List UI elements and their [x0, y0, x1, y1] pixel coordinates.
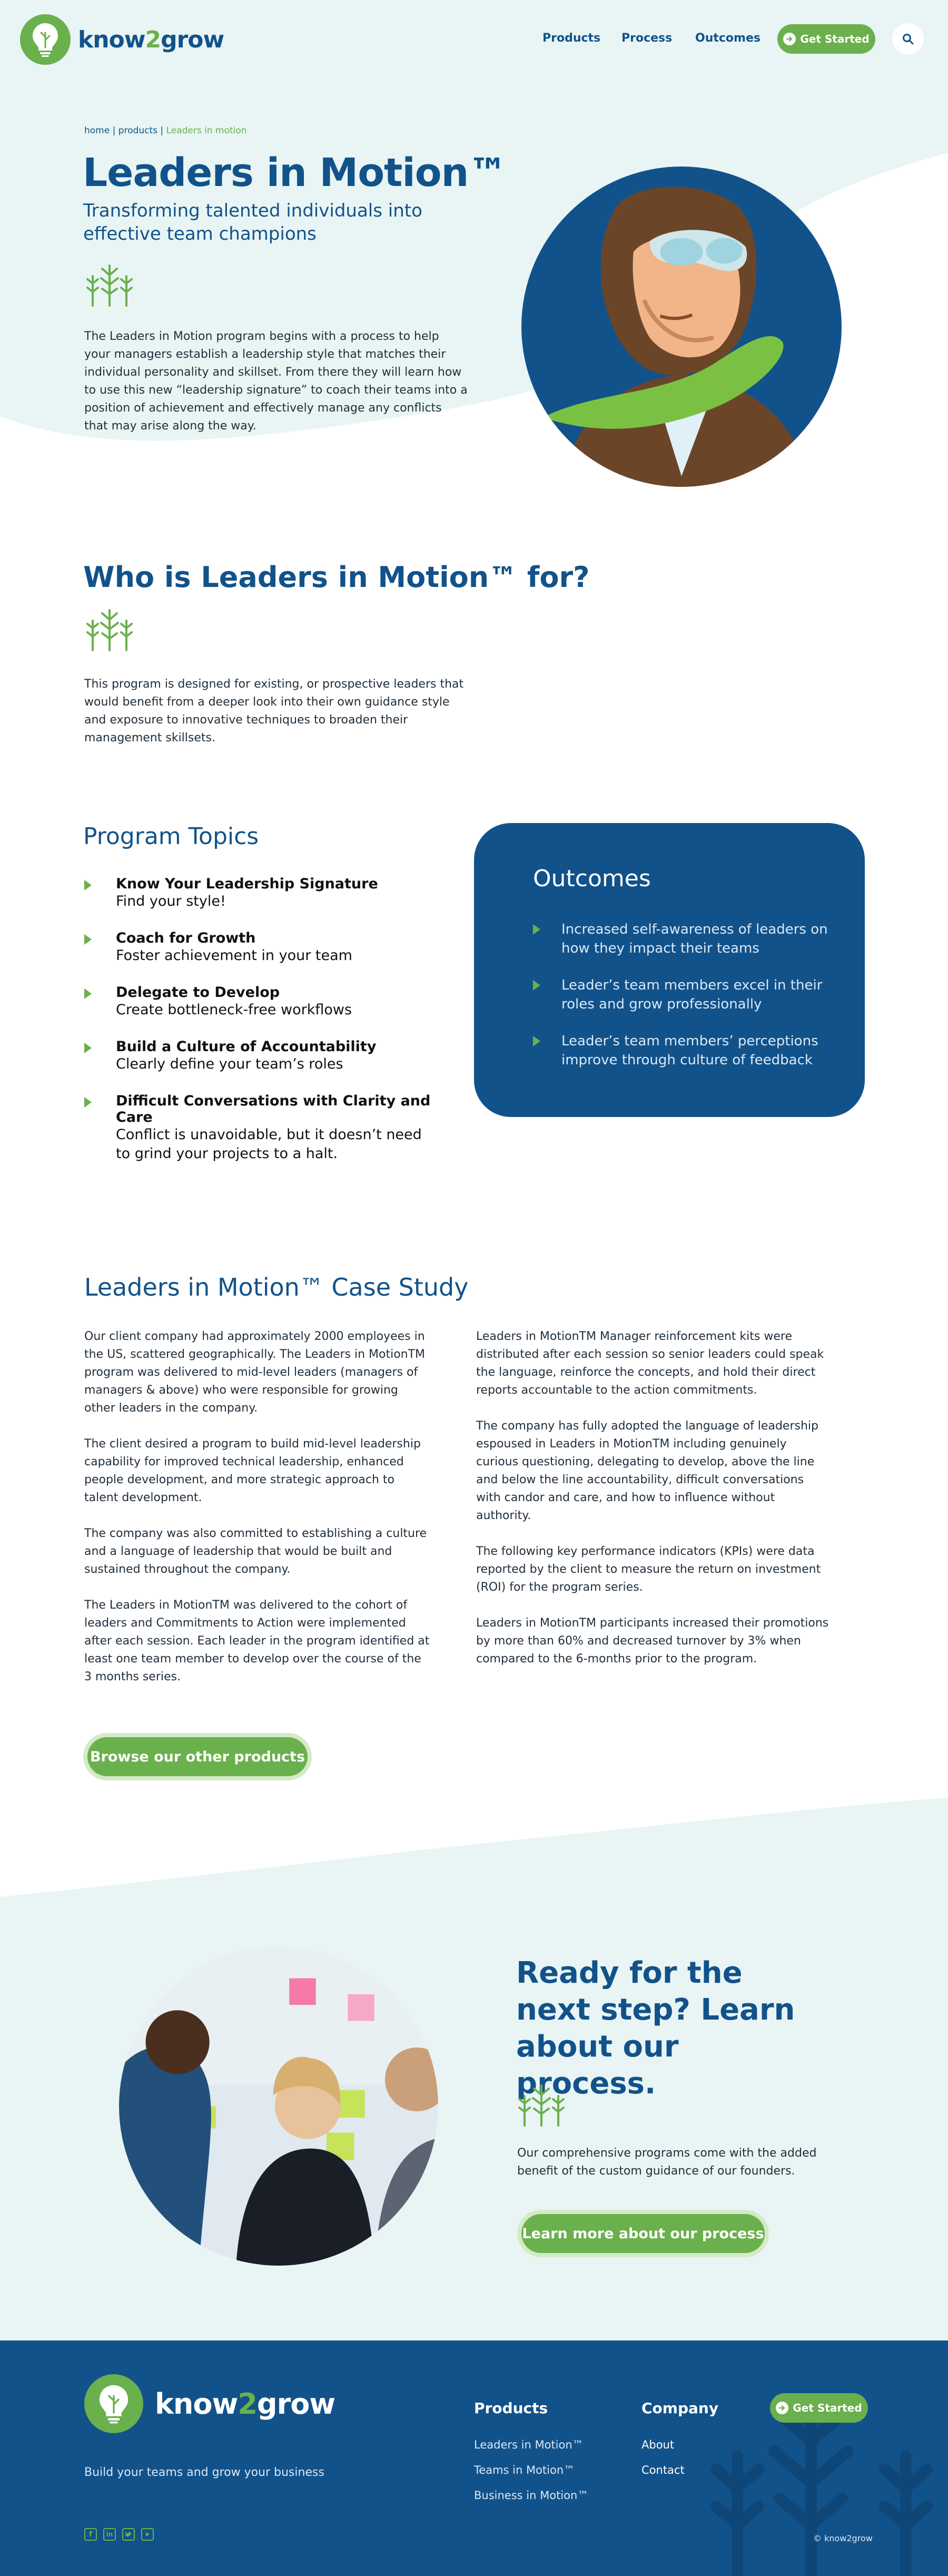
case-paragraph: Leaders in MotionTM Manager reinforcement kits were distributed after each session so senior leaders could speak the language, reinforce the concepts, and hold their direct reports accountable to the action commitments. [476, 1330, 824, 1397]
arrow-right-circle-icon [776, 2402, 788, 2414]
outcome-text: Leader’s team members excel in their roles and grow professionally [561, 977, 823, 1012]
lightbulb-logo-icon [84, 2374, 143, 2433]
who-section-title: Who is Leaders in Motion™ for? [83, 561, 590, 594]
social-links [84, 2528, 154, 2541]
get-started-button[interactable] [777, 24, 875, 54]
footer-company-heading: Company [641, 2399, 719, 2417]
breadcrumb-current: Leaders in motion [166, 125, 247, 136]
footer-products-heading: Products [474, 2399, 548, 2417]
footer-link-business[interactable]: Business in Motion™ [474, 2489, 589, 2502]
cta-title: Ready for the next step? Learn about our process. [516, 1956, 795, 2101]
case-paragraph: The company was also committed to establishing a culture and a language of leadership that would be built and sustained throughout the company. [84, 1527, 427, 1576]
topic-subtext: Find your style! [116, 893, 226, 909]
sprout-icon [516, 2082, 567, 2127]
footer-link-leaders[interactable]: Leaders in Motion™ [474, 2438, 584, 2451]
case-paragraph: The following key performance indicators (KPIs) were data reported by the client to measure the return on investment (ROI) for the program series. [476, 1545, 821, 1594]
brand-wordmark: know2grow [78, 26, 224, 53]
get-started-label: Get Started [800, 33, 870, 45]
arrow-right-circle-icon [783, 33, 796, 45]
case-paragraph: Leaders in MotionTM participants increased their promotions by more than 60% and decreased turnover by 3% when compared to the 6-months prior to the program. [476, 1617, 829, 1666]
play-triangle-icon [533, 924, 540, 935]
outcome-text: Increased self-awareness of leaders on how they impact their teams [561, 922, 828, 956]
list-item [84, 1093, 453, 1163]
aviator-portrait-illustration [521, 166, 842, 487]
hero-description: The Leaders in Motion program begins with a process to help your managers establish a leadership style that matches their individual personality and skillset. From there they will learn how to use this new “leadership signature” to coach their teams into a position of achievement and effectively manage any conflicts that may arise along the way. [84, 330, 468, 433]
list-item [533, 976, 828, 1014]
play-triangle-icon [84, 934, 92, 945]
list-item [84, 1039, 453, 1074]
cta-description: Our comprehensive programs come with the added benefit of the custom guidance of our founders. [517, 2147, 817, 2178]
list-item [533, 1032, 828, 1070]
search-icon [902, 33, 914, 45]
list-item [533, 920, 828, 958]
footer-wordmark: know2grow [155, 2387, 335, 2421]
youtube-icon[interactable] [141, 2528, 154, 2541]
case-study-left-column [84, 1328, 432, 1686]
list-item [84, 984, 453, 1020]
outcomes-title: Outcomes [533, 865, 651, 892]
footer-link-teams[interactable]: Teams in Motion™ [474, 2464, 575, 2476]
case-paragraph: The company has fully adopted the language of leadership espoused in Leaders in MotionTM including genuinely curious questioning, delegating to develop, above the line and below the line accountability, difficult conversations with candor and care, and how to influence without authority. [476, 1419, 818, 1522]
program-topics-list [84, 876, 453, 1163]
breadcrumb-home[interactable]: home [84, 125, 110, 136]
learn-process-button[interactable]: Learn more about our process [521, 2214, 765, 2253]
breadcrumb [84, 125, 247, 136]
footer-brand-logo[interactable] [84, 2374, 335, 2433]
nav-outcomes[interactable]: Outcomes [695, 32, 761, 45]
breadcrumb-separator: | [160, 125, 164, 136]
nav-products[interactable]: Products [542, 32, 601, 45]
topic-heading: Coach for Growth [116, 930, 256, 946]
case-paragraph: Our client company had approximately 2000 employees in the US, scattered geographically. The Leaders in MotionTM program was delivered to mid-level leaders (managers of managers & above) who were responsible for growing other leaders in the company. [84, 1330, 426, 1415]
topic-subtext: Create bottleneck-free workflows [116, 1002, 352, 1018]
nav-process[interactable]: Process [621, 32, 673, 45]
who-description: This program is designed for existing, or prospective leaders that would benefit from a deeper look into their own guidance style and exposure to innovative techniques to broaden their management skillsets. [84, 678, 464, 745]
case-study-right-column [476, 1328, 829, 1668]
list-item [84, 876, 453, 911]
topic-subtext: Clearly define your team’s roles [116, 1056, 343, 1072]
outcomes-card [474, 823, 865, 1117]
play-triangle-icon [84, 1043, 92, 1053]
program-topics-title: Program Topics [83, 823, 259, 850]
copyright-text: © know2grow [813, 2533, 873, 2543]
footer-tagline: Build your teams and grow your business [84, 2466, 324, 2479]
footer-link-about[interactable]: About [641, 2438, 675, 2451]
page-title: Leaders in Motion™ [83, 150, 507, 195]
topic-heading: Delegate to Develop [116, 984, 280, 1001]
outcomes-list [533, 920, 828, 1070]
case-paragraph: The client desired a program to build mid-level leadership capability for improved technical leadership, enhanced people development, and more strategic approach to talent development. [84, 1437, 421, 1504]
topic-subtext: Foster achievement in your team [116, 947, 352, 964]
breadcrumb-products[interactable]: products [118, 125, 157, 136]
topic-heading: Know Your Leadership Signature [116, 876, 378, 892]
footer-link-contact[interactable]: Contact [641, 2464, 685, 2476]
breadcrumb-separator: | [112, 125, 116, 136]
site-footer [0, 2340, 948, 2576]
footer-get-started-label: Get Started [793, 2402, 862, 2414]
footer-get-started-button[interactable] [770, 2393, 868, 2423]
linkedin-icon[interactable]: in [103, 2528, 116, 2541]
play-triangle-icon [533, 980, 540, 991]
case-study-title: Leaders in Motion™ Case Study [84, 1273, 469, 1301]
topic-heading: Build a Culture of Accountability [116, 1039, 377, 1055]
topic-heading: Difficult Conversations with Clarity and Care [116, 1093, 431, 1125]
search-button[interactable] [892, 23, 924, 55]
team-collaboration-photo [119, 1946, 438, 2266]
play-triangle-icon [84, 988, 92, 999]
facebook-icon[interactable]: f [84, 2528, 97, 2541]
outcome-text: Leader’s team members’ perceptions improve through culture of feedback [561, 1033, 818, 1068]
play-triangle-icon [533, 1036, 540, 1046]
list-item [84, 930, 453, 965]
case-paragraph: The Leaders in MotionTM was delivered to the cohort of leaders and Commitments to Action were implemented after each session. Each leader in the program identified at least one team member to develop over the course of the 3 months series. [84, 1599, 430, 1683]
browse-products-button[interactable]: Browse our other products [87, 1737, 308, 1776]
brand-logo[interactable] [20, 14, 224, 65]
sprout-icon [84, 607, 135, 651]
sprout-icon [84, 262, 135, 307]
topic-subtext: Conflict is unavoidable, but it doesn’t need to grind your projects to a halt. [116, 1127, 422, 1162]
play-triangle-icon [84, 1097, 92, 1108]
twitter-icon[interactable] [122, 2528, 135, 2541]
play-triangle-icon [84, 880, 92, 890]
lightbulb-logo-icon [20, 14, 71, 65]
hero-subtitle: Transforming talented individuals into effective team champions [83, 200, 422, 245]
